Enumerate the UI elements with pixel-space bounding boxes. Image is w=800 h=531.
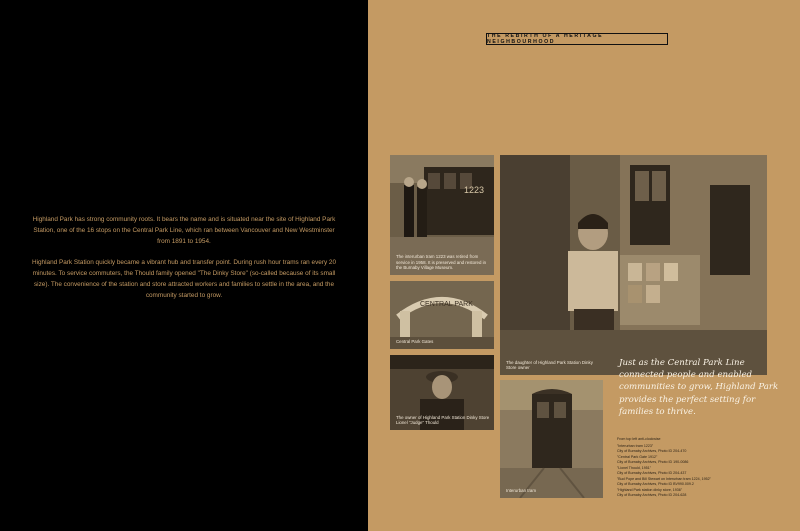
- caption-interurban-1223: The interurban tram 1223 was retired from service in 1958. It is preserved and restored in the Burnaby Village Museum.: [396, 254, 487, 271]
- credit-title: "Central Park Gate 1912": [617, 455, 658, 460]
- photo-interurban-1223: [390, 155, 494, 275]
- section-title: THE REBIRTH OF A HERITAGE NEIGHBOURHOOD: [487, 33, 604, 45]
- credits-heading: From top left anti-clockwise: [617, 437, 661, 441]
- intro-paragraph-1: Highland Park has strong community roots. It bears the name and is situated near the site of Highland Park Station, one of the 16 stops on the Central Park Line, which ran between Vancouver and New Westminster from 1891 to 1954.: [32, 216, 336, 246]
- credit-source: City of Burnaby Archives, Photo ID BV990.009.2: [617, 481, 694, 486]
- credit-source: City of Burnaby Archives, Photo ID 204-437: [617, 470, 687, 475]
- credit-entry: [617, 455, 767, 464]
- photo-interurban-tram: [500, 380, 603, 498]
- caption-daughter: The daughter of Highland Park Station Dinky Store owner: [506, 359, 593, 371]
- intro-text: [28, 214, 340, 310]
- photo-daughter-image: [500, 155, 767, 375]
- credit-source: City of Burnaby Archives, Photo ID 204-470: [617, 448, 687, 453]
- pull-quote: Just as the Central Park Line connected people and enabled communities to grow, Highland Park provides the perfect setting for families to thrive.: [619, 358, 779, 417]
- credit-entry: [617, 488, 767, 497]
- caption-interurban-tram: Interurban tram: [506, 488, 537, 494]
- svg-text:CENTRAL PARK: CENTRAL PARK: [420, 301, 473, 308]
- photo-credits: [617, 437, 767, 499]
- section-title-box: [486, 33, 668, 45]
- caption-central-park-gate: Central Park Gates: [396, 339, 434, 345]
- credit-title: "Lionel Thould, 1951": [617, 466, 652, 471]
- credit-source: City of Burnaby Archives, Photo ID 204-628: [617, 492, 687, 497]
- caption-owner: The owner of Highland Park Station Dinky Store Lionel "Judge" Thould: [396, 414, 490, 426]
- intro-paragraph-2: Highland Park Station quickly became a vibrant hub and transfer point. During rush hour trams ran every 20 minutes. To service commuters, the Thould family opened "The Dinky Store" (so-called because of its small size). The convenience of the station and store attracted workers and families to settle in the area, and the community started to grow.: [31, 258, 337, 300]
- credit-entry: [617, 444, 767, 453]
- svg-text:1223: 1223: [464, 185, 485, 195]
- credit-title: "Interurban tram 1223": [617, 444, 654, 449]
- photo-central-park-gate: [390, 281, 494, 349]
- photo-daughter: [500, 155, 767, 375]
- photo-interurban-tram-image: [500, 380, 603, 498]
- credit-title: "Bud Pope and Bill Stewart on Interurban tram 1224, 1952": [617, 477, 711, 482]
- photo-owner: [390, 355, 494, 430]
- credit-entry: [617, 477, 767, 486]
- credit-source: City of Burnaby Archives, Photo ID 190-0086: [617, 459, 689, 464]
- credit-title: "Highland Park station dinky store, 1936": [617, 488, 683, 493]
- credit-entry: [617, 466, 767, 475]
